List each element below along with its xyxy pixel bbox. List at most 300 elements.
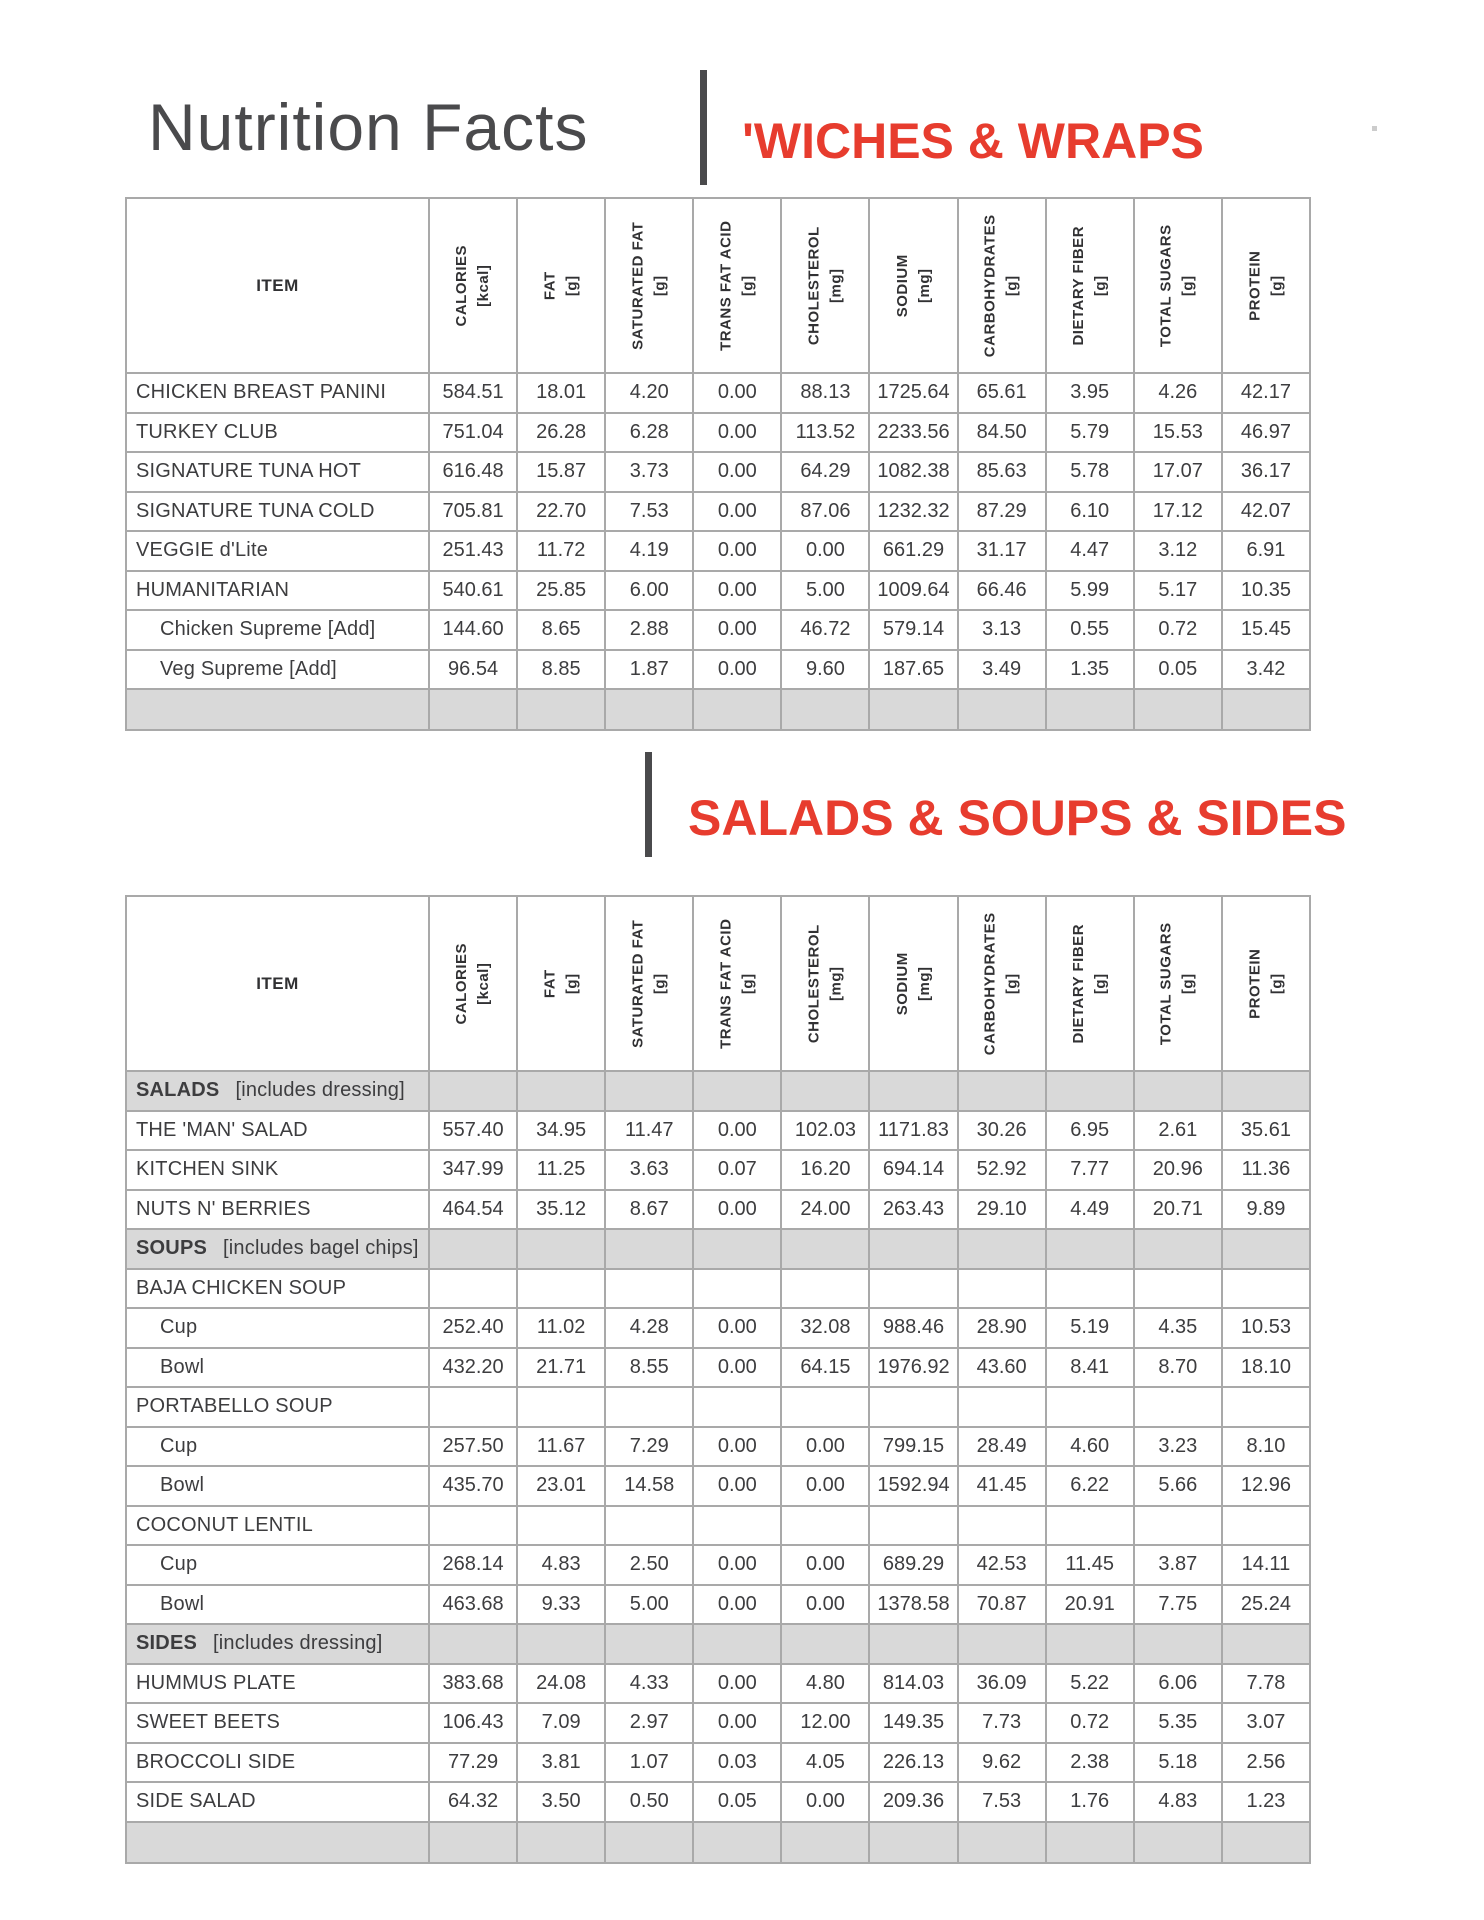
value-cell: 988.46 [869, 1308, 957, 1348]
value-cell: 31.17 [958, 531, 1046, 571]
value-cell [429, 1269, 517, 1309]
value-cell [1222, 1269, 1310, 1309]
item-label: BROCCOLI SIDE [136, 1750, 296, 1773]
item-cell [126, 1624, 429, 1664]
value-cell [1134, 1822, 1222, 1863]
rotated-header [1223, 199, 1309, 372]
value-cell: 3.07 [1222, 1703, 1310, 1743]
value-cell [517, 1624, 605, 1664]
value-cell: 3.73 [605, 452, 693, 492]
value-cell: 25.85 [517, 571, 605, 611]
item-cell [126, 1466, 429, 1506]
value-cell: 11.67 [517, 1427, 605, 1467]
column-label: CARBOHYDRATES [981, 912, 999, 1055]
value-cell [1046, 1387, 1134, 1427]
value-cell: 694.14 [869, 1150, 957, 1190]
value-cell [869, 1387, 957, 1427]
value-cell: 0.00 [693, 650, 781, 690]
item-label: Bowl [160, 1474, 205, 1497]
rotated-header [1135, 199, 1221, 372]
value-cell: 11.72 [517, 531, 605, 571]
value-cell: 3.13 [958, 610, 1046, 650]
value-cell [429, 1506, 517, 1546]
value-cell: 0.00 [693, 373, 781, 413]
value-cell: 4.28 [605, 1308, 693, 1348]
value-cell: 7.78 [1222, 1664, 1310, 1704]
value-cell: 16.20 [781, 1150, 869, 1190]
value-cell: 42.17 [1222, 373, 1310, 413]
column-header [605, 896, 693, 1071]
value-cell [605, 1229, 693, 1269]
value-cell: 1592.94 [869, 1466, 957, 1506]
value-cell: 34.95 [517, 1111, 605, 1151]
value-cell: 87.29 [958, 492, 1046, 532]
column-unit: [g] [1091, 973, 1109, 994]
value-cell [693, 1387, 781, 1427]
value-cell: 52.92 [958, 1150, 1046, 1190]
value-cell: 11.45 [1046, 1545, 1134, 1585]
value-cell: 0.03 [693, 1743, 781, 1783]
value-cell: 0.00 [781, 1427, 869, 1467]
value-cell [1134, 1229, 1222, 1269]
value-cell: 4.05 [781, 1743, 869, 1783]
table-row [126, 1190, 1310, 1230]
value-cell: 5.35 [1134, 1703, 1222, 1743]
value-cell: 149.35 [869, 1703, 957, 1743]
value-cell: 4.33 [605, 1664, 693, 1704]
item-label: KITCHEN SINK [136, 1158, 279, 1181]
value-cell [958, 1229, 1046, 1269]
page-artifact-dot [1372, 126, 1377, 131]
value-cell: 14.58 [605, 1466, 693, 1506]
item-cell [126, 1703, 429, 1743]
rotated-header [870, 897, 956, 1070]
value-cell: 6.95 [1046, 1111, 1134, 1151]
value-cell: 64.15 [781, 1348, 869, 1388]
value-cell [869, 1624, 957, 1664]
value-cell: 0.07 [693, 1150, 781, 1190]
item-label: Bowl [160, 1592, 205, 1615]
value-cell: 9.33 [517, 1585, 605, 1625]
table-row [126, 492, 1310, 532]
column-label: TOTAL SUGARS [1158, 922, 1176, 1045]
column-unit: [g] [651, 973, 669, 994]
value-cell: 2.50 [605, 1545, 693, 1585]
value-cell: 5.78 [1046, 452, 1134, 492]
item-cell [126, 1427, 429, 1467]
item-label: Chicken Supreme [Add] [160, 618, 376, 641]
item-label: HUMMUS PLATE [136, 1671, 296, 1694]
column-header [958, 198, 1046, 373]
table-row [126, 1111, 1310, 1151]
value-cell: 7.53 [605, 492, 693, 532]
column-header [958, 896, 1046, 1071]
table-row [126, 452, 1310, 492]
item-label: SIGNATURE TUNA HOT [136, 460, 362, 483]
value-cell: 8.85 [517, 650, 605, 690]
item-cell [126, 1071, 429, 1111]
value-cell: 616.48 [429, 452, 517, 492]
column-label: FAT [541, 969, 559, 998]
value-cell [1222, 1229, 1310, 1269]
value-cell: 751.04 [429, 413, 517, 453]
item-label: Veg Supreme [Add] [160, 657, 337, 680]
value-cell: 1725.64 [869, 373, 957, 413]
value-cell [693, 1269, 781, 1309]
item-label: SIGNATURE TUNA COLD [136, 499, 375, 522]
value-cell [1134, 1071, 1222, 1111]
value-cell: 1378.58 [869, 1585, 957, 1625]
column-header [429, 198, 517, 373]
item-label: CHICKEN BREAST PANINI [136, 381, 387, 404]
rotated-header [518, 897, 604, 1070]
value-cell [1134, 689, 1222, 730]
value-cell [958, 1387, 1046, 1427]
value-cell: 540.61 [429, 571, 517, 611]
value-cell: 1.07 [605, 1743, 693, 1783]
item-cell [126, 1229, 429, 1269]
item-cell [126, 610, 429, 650]
value-cell: 70.87 [958, 1585, 1046, 1625]
value-cell [869, 1071, 957, 1111]
value-cell: 252.40 [429, 1308, 517, 1348]
value-cell: 9.89 [1222, 1190, 1310, 1230]
item-label: PORTABELLO SOUP [136, 1395, 333, 1418]
value-cell: 0.00 [781, 1585, 869, 1625]
column-unit: [mg] [915, 268, 933, 303]
value-cell: 0.00 [693, 1348, 781, 1388]
value-cell: 187.65 [869, 650, 957, 690]
group-row [126, 1269, 1310, 1309]
value-cell: 0.00 [693, 1190, 781, 1230]
value-cell: 0.00 [781, 1545, 869, 1585]
value-cell: 0.05 [693, 1782, 781, 1822]
column-label: TRANS FAT ACID [717, 918, 735, 1049]
rotated-header [1047, 897, 1133, 1070]
value-cell [1222, 689, 1310, 730]
value-cell: 106.43 [429, 1703, 517, 1743]
value-cell: 36.17 [1222, 452, 1310, 492]
value-cell: 15.45 [1222, 610, 1310, 650]
item-cell [126, 452, 429, 492]
value-cell: 8.65 [517, 610, 605, 650]
table-row [126, 1743, 1310, 1783]
column-header [1046, 896, 1134, 1071]
value-cell [429, 1624, 517, 1664]
table-row [126, 1150, 1310, 1190]
value-cell [429, 1229, 517, 1269]
column-label: PROTEIN [1246, 250, 1264, 321]
value-cell: 77.29 [429, 1743, 517, 1783]
value-cell [693, 689, 781, 730]
value-cell: 0.00 [693, 492, 781, 532]
value-cell: 144.60 [429, 610, 517, 650]
item-label: Cup [160, 1434, 198, 1457]
value-cell: 0.00 [781, 531, 869, 571]
column-label: CHOLESTEROL [805, 924, 823, 1043]
value-cell: 432.20 [429, 1348, 517, 1388]
value-cell: 85.63 [958, 452, 1046, 492]
value-cell: 2233.56 [869, 413, 957, 453]
nutrition-table [125, 197, 1311, 731]
value-cell: 0.00 [693, 1703, 781, 1743]
column-unit: [g] [739, 973, 757, 994]
item-label: Cup [160, 1316, 198, 1339]
value-cell: 1082.38 [869, 452, 957, 492]
column-unit: [g] [1179, 973, 1197, 994]
section-name: SOUPS [136, 1237, 208, 1260]
value-cell: 464.54 [429, 1190, 517, 1230]
item-label: NUTS N' BERRIES [136, 1197, 311, 1220]
value-cell: 3.23 [1134, 1427, 1222, 1467]
value-cell [958, 689, 1046, 730]
value-cell [1046, 1822, 1134, 1863]
value-cell [1222, 1506, 1310, 1546]
value-cell [869, 1506, 957, 1546]
column-header [869, 198, 957, 373]
value-cell: 0.00 [693, 1466, 781, 1506]
filler-row [126, 1822, 1310, 1863]
value-cell: 263.43 [869, 1190, 957, 1230]
value-cell: 1232.32 [869, 492, 957, 532]
value-cell: 0.72 [1134, 610, 1222, 650]
value-cell [517, 1071, 605, 1111]
item-cell [126, 373, 429, 413]
item-cell [126, 1743, 429, 1783]
rotated-header [606, 199, 692, 372]
value-cell: 3.63 [605, 1150, 693, 1190]
column-header [693, 198, 781, 373]
value-cell: 17.07 [1134, 452, 1222, 492]
value-cell: 2.38 [1046, 1743, 1134, 1783]
value-cell: 22.70 [517, 492, 605, 532]
value-cell [605, 689, 693, 730]
value-cell: 0.05 [1134, 650, 1222, 690]
rotated-header [959, 897, 1045, 1070]
value-cell [869, 689, 957, 730]
value-cell: 20.91 [1046, 1585, 1134, 1625]
value-cell: 1.23 [1222, 1782, 1310, 1822]
value-cell: 25.24 [1222, 1585, 1310, 1625]
item-column-header [126, 198, 429, 373]
value-cell [958, 1269, 1046, 1309]
heading-divider-bar [700, 70, 707, 185]
item-label: COCONUT LENTIL [136, 1513, 313, 1536]
value-cell [1134, 1387, 1222, 1427]
value-cell: 4.19 [605, 531, 693, 571]
value-cell [1222, 1387, 1310, 1427]
value-cell [605, 1387, 693, 1427]
item-cell [126, 1348, 429, 1388]
value-cell: 226.13 [869, 1743, 957, 1783]
value-cell: 26.28 [517, 413, 605, 453]
value-cell: 66.46 [958, 571, 1046, 611]
item-cell [126, 413, 429, 453]
value-cell: 20.71 [1134, 1190, 1222, 1230]
value-cell: 7.73 [958, 1703, 1046, 1743]
value-cell: 28.49 [958, 1427, 1046, 1467]
value-cell [605, 1506, 693, 1546]
section-note: [includes dressing] [235, 1079, 405, 1102]
value-cell [693, 1822, 781, 1863]
item-cell [126, 1585, 429, 1625]
value-cell: 1.35 [1046, 650, 1134, 690]
value-cell: 65.61 [958, 373, 1046, 413]
value-cell [958, 1624, 1046, 1664]
item-cell [126, 1190, 429, 1230]
value-cell: 7.09 [517, 1703, 605, 1743]
value-cell: 3.87 [1134, 1545, 1222, 1585]
item-cell [126, 650, 429, 690]
column-unit: [g] [563, 973, 581, 994]
table-row [126, 650, 1310, 690]
nutrition-table [125, 895, 1311, 1864]
column-header [781, 896, 869, 1071]
value-cell [517, 1229, 605, 1269]
value-cell [869, 1269, 957, 1309]
value-cell [781, 1269, 869, 1309]
value-cell: 251.43 [429, 531, 517, 571]
column-label: ITEM [256, 973, 299, 993]
column-unit: [g] [651, 275, 669, 296]
value-cell: 6.28 [605, 413, 693, 453]
value-cell [429, 1071, 517, 1111]
item-cell [126, 1150, 429, 1190]
value-cell: 87.06 [781, 492, 869, 532]
value-cell: 102.03 [781, 1111, 869, 1151]
value-cell: 0.50 [605, 1782, 693, 1822]
table-row [126, 413, 1310, 453]
value-cell [605, 1071, 693, 1111]
column-header [429, 896, 517, 1071]
value-cell: 20.96 [1134, 1150, 1222, 1190]
value-cell: 12.00 [781, 1703, 869, 1743]
section-heading-salads-soups-sides: SALADS & SOUPS & SIDES [688, 790, 1347, 846]
value-cell: 799.15 [869, 1427, 957, 1467]
value-cell: 383.68 [429, 1664, 517, 1704]
value-cell [605, 1269, 693, 1309]
value-cell: 2.88 [605, 610, 693, 650]
value-cell: 23.01 [517, 1466, 605, 1506]
value-cell: 2.56 [1222, 1743, 1310, 1783]
value-cell: 9.62 [958, 1743, 1046, 1783]
value-cell [958, 1822, 1046, 1863]
value-cell [605, 1624, 693, 1664]
value-cell [1222, 1071, 1310, 1111]
value-cell [693, 1071, 781, 1111]
value-cell: 10.53 [1222, 1308, 1310, 1348]
column-label: CALORIES [453, 244, 471, 327]
value-cell: 557.40 [429, 1111, 517, 1151]
item-cell [126, 1111, 429, 1151]
column-unit: [g] [1003, 275, 1021, 296]
table-row [126, 1308, 1310, 1348]
value-cell [693, 1229, 781, 1269]
value-cell [1134, 1269, 1222, 1309]
value-cell [781, 1624, 869, 1664]
value-cell: 7.75 [1134, 1585, 1222, 1625]
value-cell [517, 1269, 605, 1309]
item-label: BAJA CHICKEN SOUP [136, 1276, 347, 1299]
value-cell: 6.00 [605, 571, 693, 611]
value-cell [517, 1506, 605, 1546]
value-cell [958, 1071, 1046, 1111]
value-cell: 584.51 [429, 373, 517, 413]
value-cell: 30.26 [958, 1111, 1046, 1151]
column-unit: [g] [1267, 973, 1285, 994]
column-unit: [mg] [827, 268, 845, 303]
value-cell: 2.97 [605, 1703, 693, 1743]
item-label: VEGGIE d'Lite [136, 539, 269, 562]
value-cell: 5.66 [1134, 1466, 1222, 1506]
value-cell [958, 1506, 1046, 1546]
value-cell: 209.36 [869, 1782, 957, 1822]
value-cell: 9.60 [781, 650, 869, 690]
value-cell: 6.10 [1046, 492, 1134, 532]
rotated-header [430, 897, 516, 1070]
value-cell [429, 1387, 517, 1427]
value-cell: 5.18 [1134, 1743, 1222, 1783]
value-cell [781, 1387, 869, 1427]
value-cell: 5.22 [1046, 1664, 1134, 1704]
value-cell: 1.76 [1046, 1782, 1134, 1822]
group-row [126, 1387, 1310, 1427]
column-label: ITEM [256, 275, 299, 295]
rotated-header [782, 199, 868, 372]
item-cell [126, 689, 429, 730]
column-unit: [kcal] [475, 264, 493, 307]
value-cell [517, 1387, 605, 1427]
value-cell: 113.52 [781, 413, 869, 453]
value-cell: 463.68 [429, 1585, 517, 1625]
table-row [126, 1545, 1310, 1585]
column-header [517, 198, 605, 373]
column-label: SATURATED FAT [629, 919, 647, 1048]
column-label: SODIUM [893, 952, 911, 1015]
item-label: SIDE SALAD [136, 1790, 256, 1813]
value-cell: 43.60 [958, 1348, 1046, 1388]
value-cell: 11.36 [1222, 1150, 1310, 1190]
section-note: [includes bagel chips] [223, 1237, 419, 1260]
column-unit: [g] [1267, 275, 1285, 296]
value-cell [781, 689, 869, 730]
rotated-header [430, 199, 516, 372]
value-cell: 10.35 [1222, 571, 1310, 611]
header-row [126, 896, 1310, 1071]
value-cell: 814.03 [869, 1664, 957, 1704]
value-cell: 41.45 [958, 1466, 1046, 1506]
value-cell: 4.83 [517, 1545, 605, 1585]
value-cell: 4.47 [1046, 531, 1134, 571]
column-unit: [g] [739, 275, 757, 296]
column-label: CARBOHYDRATES [981, 214, 999, 357]
item-cell [126, 1545, 429, 1585]
column-label: CHOLESTEROL [805, 226, 823, 345]
value-cell: 24.00 [781, 1190, 869, 1230]
rotated-header [518, 199, 604, 372]
value-cell: 347.99 [429, 1150, 517, 1190]
value-cell: 0.00 [693, 1664, 781, 1704]
rotated-header [1047, 199, 1133, 372]
value-cell: 1976.92 [869, 1348, 957, 1388]
column-unit: [g] [563, 275, 581, 296]
value-cell: 11.25 [517, 1150, 605, 1190]
column-header [1046, 198, 1134, 373]
value-cell [781, 1506, 869, 1546]
value-cell [1046, 1506, 1134, 1546]
value-cell: 3.81 [517, 1743, 605, 1783]
value-cell: 36.09 [958, 1664, 1046, 1704]
